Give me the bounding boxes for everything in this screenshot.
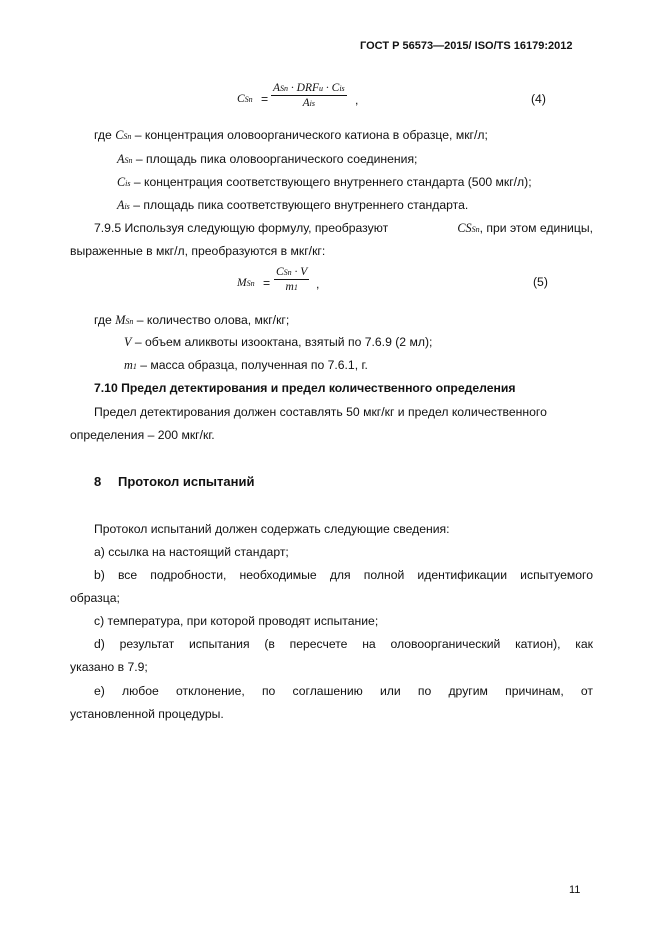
- formula-4-numerator: ASn · DRFu · Cis: [273, 82, 345, 94]
- legend-item: ASn – площадь пика оловоорганического соединения;: [117, 152, 418, 166]
- legend-item: где MSn – количество олова, мкг/кг;: [94, 313, 290, 327]
- section-7-10-line-1: Предел детектирования должен составлять 50 мкг/кг и предел количественного: [94, 405, 547, 419]
- legend-item: где CSn – концентрация оловоорганического катиона в образце, мкг/л;: [94, 128, 488, 142]
- section-8-number: 8: [94, 474, 102, 489]
- legend-item: Cis – концентрация соответствующего внутреннего стандарта (500 мкг/л);: [117, 175, 532, 189]
- page-header: ГОСТ Р 56573—2015/ ISO/TS 16179:2012: [360, 40, 573, 52]
- formula-5-lhs: MSn: [237, 277, 255, 289]
- legend-item: m1 – масса образца, полученная по 7.6.1, г.: [124, 358, 368, 372]
- page-number: 11: [569, 884, 581, 896]
- list-item-a: a) ссылка на настоящий стандарт;: [94, 545, 289, 559]
- formula-5-numerator: CSn · V: [276, 266, 308, 278]
- list-item-d-line-2: указано в 7.9;: [70, 660, 148, 674]
- formula-4-denominator: Ais: [302, 97, 316, 109]
- legend-item: V – объем аликвоты изооктана, взятый по 7.6.9 (2 мл);: [124, 335, 433, 349]
- formula-5-denominator: m1: [285, 281, 298, 293]
- section-8-heading: Протокол испытаний: [118, 474, 255, 489]
- formula-5-number: (5): [533, 275, 548, 289]
- paragraph-7-9-5-line-1: 7.9.5 Используя следующую формулу, преобразуют CSSn, при этом единицы,: [94, 221, 593, 235]
- paragraph-7-9-5-line-2: выраженные в мкг/л, преобразуются в мкг/кг:: [70, 244, 326, 258]
- formula-4-number: (4): [531, 92, 546, 106]
- list-item-d-line-1: d) результат испытания (в пересчете на оловоорганический катион), как: [94, 637, 593, 651]
- list-item-b-line-1: b) все подробности, необходимые для полной идентификации испытуемого: [94, 568, 593, 582]
- list-item-b-line-2: образца;: [70, 591, 120, 605]
- formula-4-fraction: [271, 82, 347, 109]
- formula-5-fraction: [274, 266, 309, 293]
- section-7-10-heading: 7.10 Предел детектирования и предел количественного определения: [94, 381, 516, 395]
- section-7-10-line-2: определения – 200 мкг/кг.: [70, 428, 215, 442]
- list-item-e-line-2: установленной процедуры.: [70, 707, 224, 721]
- list-item-c: c) температура, при которой проводят испытание;: [94, 614, 379, 628]
- list-item-e-line-1: e) любое отклонение, по соглашению или по другим причинам, от: [94, 684, 593, 698]
- section-8-intro: Протокол испытаний должен содержать следующие сведения:: [94, 522, 450, 536]
- formula-4-lhs: CSn: [237, 93, 253, 105]
- legend-item: Ais – площадь пика соответствующего внутреннего стандарта.: [117, 198, 469, 212]
